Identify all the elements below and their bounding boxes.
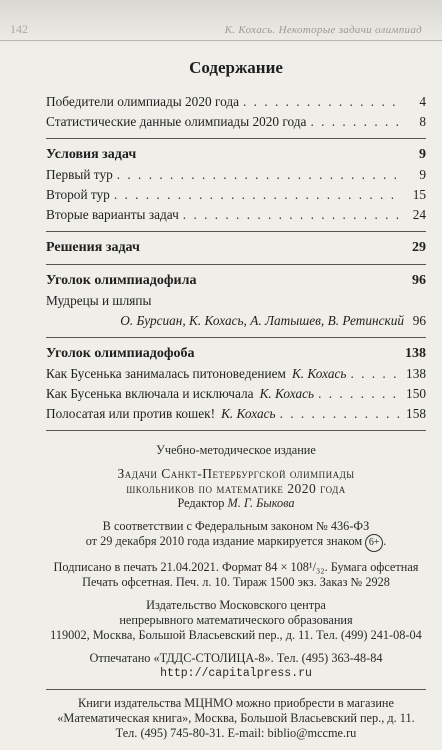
toc-entry-author: К. Кохась: [259, 386, 315, 401]
toc-entry[interactable]: [46, 291, 426, 311]
leader-dots: [350, 364, 400, 384]
toc-group-olympiadophile: [46, 271, 426, 331]
toc-section-label: Решения задач: [46, 240, 140, 255]
edition-type: Учебно-методическое издание: [156, 443, 316, 457]
toc-entry[interactable]: [46, 92, 426, 112]
print-line2: Печать офсетная. Печ. л. 10. Тираж 1500 экз. Заказ № 2928: [82, 575, 390, 589]
toc-entry[interactable]: [46, 185, 426, 205]
editor-line: [46, 496, 426, 511]
toc-entry-label: Второй тур: [46, 187, 110, 202]
leader-dots: [310, 112, 400, 132]
publisher-line1: Издательство Московского центра: [146, 598, 326, 612]
toc-entry-label: Мудрецы и шляпы: [46, 293, 152, 308]
publisher-line2: непрерывного математического образования: [119, 613, 353, 627]
toc-section-page: 138: [405, 346, 426, 361]
printer-url[interactable]: http://capitalpress.ru: [160, 667, 312, 680]
toc-section-label: Уголок олимпиадофоба: [46, 346, 195, 361]
toc-entry-author: К. Кохась: [221, 406, 276, 421]
toc-entry-author: К. Кохась: [291, 366, 347, 381]
book-title-line2: школьников по математике 2020 года: [126, 481, 346, 496]
leader-dots: [114, 185, 400, 205]
toc-entry-page: 8: [419, 114, 426, 129]
age-rating-badge: 6+: [365, 534, 383, 552]
toc-entry[interactable]: [46, 384, 426, 404]
toc-entry-page: 24: [412, 207, 426, 222]
leader-dots: [183, 205, 400, 225]
toc-title: Содержание: [189, 58, 283, 77]
section-divider: [46, 231, 426, 232]
law-line1: В соответствии с Федеральным законом № 436-ФЗ: [102, 519, 370, 533]
toc-entry-page: 4: [419, 94, 426, 109]
print-line1: Подписано в печать 21.04.2021. Формат 84 × 108¹/₃₂. Бумага офсетная: [53, 560, 419, 574]
imprint-divider: [46, 689, 426, 690]
toc-entry-label: Статистические данные олимпиады 2020 года: [46, 114, 307, 129]
toc-entry-page: 15: [412, 187, 426, 202]
editor-label: Редактор: [177, 496, 225, 510]
toc-entry-label: Вторые варианты задач: [46, 207, 179, 222]
toc-entry-label: Первый тур: [46, 167, 113, 182]
toc-entry-label: Полосатая или против кошек!: [46, 406, 216, 421]
running-title: К. Кохась. Некоторые задачи олимпиад: [224, 24, 422, 36]
toc-section-heading[interactable]: [46, 344, 426, 364]
toc-entry[interactable]: [46, 165, 426, 185]
imprint-block: [46, 443, 426, 681]
section-divider: [46, 138, 426, 139]
page-content: [46, 58, 426, 741]
leader-dots: [280, 404, 400, 424]
toc-entry-page: 96: [412, 313, 426, 328]
section-divider: [46, 264, 426, 265]
toc-entry[interactable]: [46, 112, 426, 132]
leader-dots: [117, 165, 400, 185]
section-divider: [46, 337, 426, 338]
header-rule: [0, 40, 442, 41]
law-line2: от 29 декабря 2010 года издание маркируется знаком: [85, 534, 363, 548]
toc-entry[interactable]: [46, 364, 426, 384]
leader-dots: [243, 92, 400, 112]
toc-section-page: 96: [412, 273, 426, 288]
publisher-address: 119002, Москва, Большой Власьевский пер., д. 11. Тел. (499) 241-08-04: [50, 628, 422, 642]
section-divider: [46, 430, 426, 431]
book-title-line1: Задачи Санкт-Петербургской олимпиады: [117, 466, 355, 481]
toc-section-label: Условия задач: [46, 147, 137, 162]
leader-dots: [318, 384, 400, 404]
shop-line3: Тел. (495) 745-80-31. E-mail: biblio@mccme.ru: [115, 726, 357, 740]
previous-page-bleed: [0, 0, 442, 48]
toc-entry-author: О. Бурсиан, К. Кохась, А. Латышев, В. Ретинский: [120, 313, 404, 328]
toc-section-heading[interactable]: [46, 271, 426, 291]
toc-entry-label: Как Бусенька включала и исключала: [46, 386, 254, 401]
shop-line2: «Математическая книга», Москва, Большой Власьевский пер., д. 11.: [57, 711, 415, 725]
toc-entry-page: 150: [406, 386, 426, 401]
toc-entry-label: Как Бусенька занималась питоноведением: [46, 366, 286, 381]
toc-group-intro: [46, 92, 426, 132]
toc-entry-authors[interactable]: [46, 311, 426, 331]
shop-line1: Книги издательства МЦНМО можно приобрести в магазине: [78, 696, 394, 710]
law-line2-wrap: от 29 декабря 2010 года издание маркируется знаком 6+ .: [46, 534, 426, 552]
toc-section-page: 29: [412, 240, 426, 255]
toc-entry[interactable]: [46, 205, 426, 225]
toc-section-page: 9: [419, 147, 426, 162]
toc-section-heading[interactable]: [46, 145, 426, 165]
toc-entry-page: 138: [406, 366, 426, 381]
printer-line: Отпечатано «ТДДС-СТОЛИЦА-8». Тел. (495) 363-48-84: [89, 651, 383, 665]
toc-entry-page: 9: [419, 167, 426, 182]
running-page-number: 142: [10, 22, 28, 36]
editor-name: М. Г. Быкова: [227, 496, 295, 510]
toc-entry-page: 158: [406, 406, 426, 421]
toc-group-olympiadophobe: [46, 344, 426, 424]
toc-entry-label: Победители олимпиады 2020 года: [46, 94, 240, 109]
toc-group-problems: [46, 145, 426, 225]
toc-section-label: Уголок олимпиадофила: [46, 273, 197, 288]
toc-entry[interactable]: [46, 404, 426, 424]
toc-section-heading[interactable]: [46, 238, 426, 258]
shop-block: [46, 696, 426, 741]
